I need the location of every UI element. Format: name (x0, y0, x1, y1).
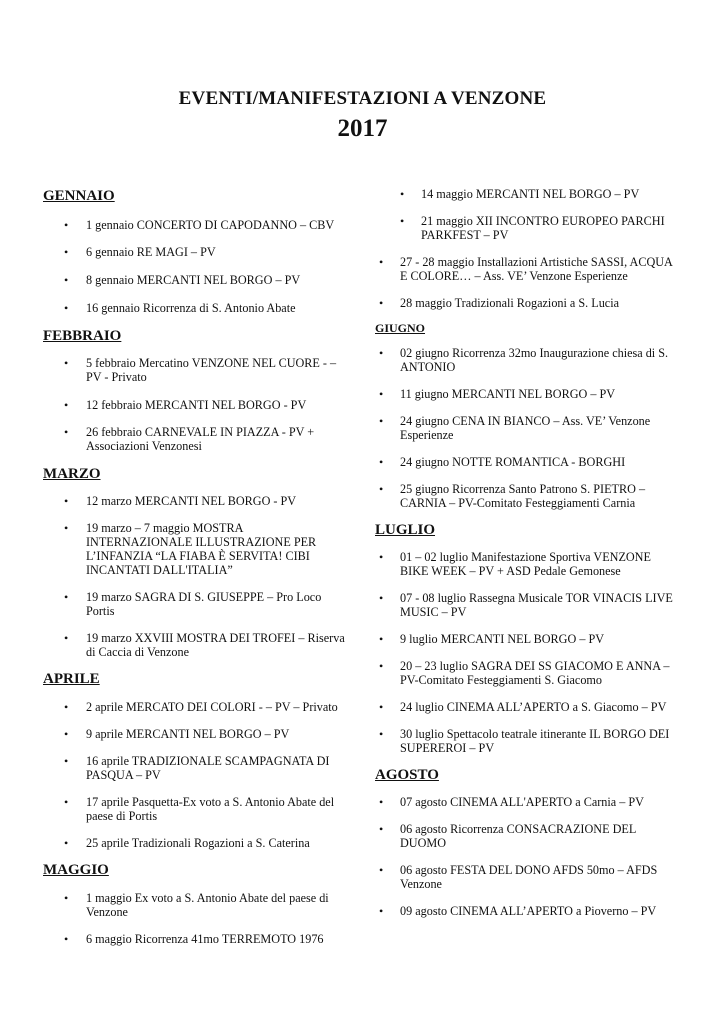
event-item: • 21 maggio XII INCONTRO EUROPEO PARCHI PARKFEST – PV (373, 214, 678, 242)
event-list-maggio-cont (373, 187, 678, 242)
event-item: • 9 luglio MERCANTI NEL BORGO – PV (373, 632, 678, 646)
month-heading-agosto: AGOSTO (375, 767, 439, 783)
event-item: • 19 marzo XXVIII MOSTRA DEI TROFEI – Riserva di Caccia di Venzone (43, 631, 348, 659)
event-item: • 25 aprile Tradizionali Rogazioni a S. Caterina (43, 836, 348, 850)
event-list-gennaio (43, 218, 348, 315)
event-list-aprile (43, 700, 348, 850)
event-item: • 27 - 28 maggio Installazioni Artistiche SASSI, ACQUA E COLORE… – Ass. VE’ Venzone Esperienze (373, 255, 678, 283)
event-item: • 6 gennaio RE MAGI – PV (43, 245, 348, 259)
event-item: • 14 maggio MERCANTI NEL BORGO – PV (373, 187, 678, 201)
event-item: • 26 febbraio CARNEVALE IN PIAZZA - PV + Associazioni Venzonesi (43, 425, 348, 453)
month-heading-marzo: MARZO (43, 466, 101, 482)
event-item: • 28 maggio Tradizionali Rogazioni a S. Lucia (373, 296, 678, 310)
event-item: • 8 gennaio MERCANTI NEL BORGO – PV (43, 273, 348, 287)
event-item: • 01 – 02 luglio Manifestazione Sportiva VENZONE BIKE WEEK – PV + ASD Pedale Gemonese (373, 550, 678, 578)
event-item: • 6 maggio Ricorrenza 41mo TERREMOTO 1976 (43, 932, 348, 946)
event-item: • 16 gennaio Ricorrenza di S. Antonio Abate (43, 301, 348, 315)
event-list-agosto (373, 795, 678, 918)
event-item: • 30 luglio Spettacolo teatrale itinerante IL BORGO DEI SUPEREROI – PV (373, 727, 678, 755)
event-item: • 1 gennaio CONCERTO DI CAPODANNO – CBV (43, 218, 348, 232)
event-item: • 12 febbraio MERCANTI NEL BORGO - PV (43, 398, 348, 412)
document-title: EVENTI/MANIFESTAZIONI A VENZONE (178, 88, 547, 109)
right-column (373, 187, 678, 918)
event-item: • 06 agosto FESTA DEL DONO AFDS 50mo – AFDS Venzone (373, 863, 678, 891)
month-heading-maggio: MAGGIO (43, 862, 109, 878)
event-item: • 2 aprile MERCATO DEI COLORI - – PV – Privato (43, 700, 348, 714)
event-item: • 06 agosto Ricorrenza CONSACRAZIONE DEL DUOMO (373, 822, 678, 850)
event-list-marzo (43, 494, 348, 659)
event-list-maggio (43, 891, 348, 946)
event-item: • 02 giugno Ricorrenza 32mo Inaugurazione chiesa di S. ANTONIO (373, 346, 678, 374)
event-item: • 12 marzo MERCANTI NEL BORGO - PV (43, 494, 348, 508)
event-list-febbraio (43, 356, 348, 453)
event-item: • 9 aprile MERCANTI NEL BORGO – PV (43, 727, 348, 741)
event-item: • 20 – 23 luglio SAGRA DEI SS GIACOMO E ANNA – PV-Comitato Festeggiamenti S. Giacomo (373, 659, 678, 687)
event-list-maggio-cont2 (373, 255, 678, 310)
month-heading-giugno: GIUGNO (375, 321, 426, 335)
month-heading-aprile: APRILE (43, 671, 100, 687)
left-column (43, 187, 348, 946)
event-item: • 24 giugno NOTTE ROMANTICA - BORGHI (373, 455, 678, 469)
month-heading-febbraio: FEBBRAIO (43, 328, 122, 344)
event-item: • 07 - 08 luglio Rassegna Musicale TOR VINACIS LIVE MUSIC – PV (373, 591, 678, 619)
event-item: • 5 febbraio Mercatino VENZONE NEL CUORE - – PV - Privato (43, 356, 348, 384)
event-item: • 19 marzo – 7 maggio MOSTRA INTERNAZIONALE ILLUSTRAZIONE PER L’INFANZIA “LA FIABA È SERVITA! CIBI INCANTATI DALL'ITALIA” (43, 521, 348, 577)
event-item: • 09 agosto CINEMA ALL’APERTO a Pioverno – PV (373, 904, 678, 918)
event-item: • 24 luglio CINEMA ALL’APERTO a S. Giacomo – PV (373, 700, 678, 714)
month-heading-gennaio: GENNAIO (43, 188, 115, 204)
event-item: • 24 giugno CENA IN BIANCO – Ass. VE’ Venzone Esperienze (373, 414, 678, 442)
event-item: • 19 marzo SAGRA DI S. GIUSEPPE – Pro Loco Portis (43, 590, 348, 618)
event-item: • 1 maggio Ex voto a S. Antonio Abate del paese di Venzone (43, 891, 348, 919)
event-item: • 07 agosto CINEMA ALL'APERTO a Carnia – PV (373, 795, 678, 809)
event-item: • 25 giugno Ricorrenza Santo Patrono S. PIETRO – CARNIA – PV-Comitato Festeggiamenti Carnia (373, 482, 678, 510)
event-item: • 16 aprile TRADIZIONALE SCAMPAGNATA DI PASQUA – PV (43, 754, 348, 782)
event-list-giugno (373, 346, 678, 510)
event-item: • 11 giugno MERCANTI NEL BORGO – PV (373, 387, 678, 401)
event-item: • 17 aprile Pasquetta-Ex voto a S. Antonio Abate del paese di Portis (43, 795, 348, 823)
month-heading-luglio: LUGLIO (375, 522, 436, 538)
document-year: 2017 (337, 115, 388, 142)
event-list-luglio (373, 550, 678, 755)
